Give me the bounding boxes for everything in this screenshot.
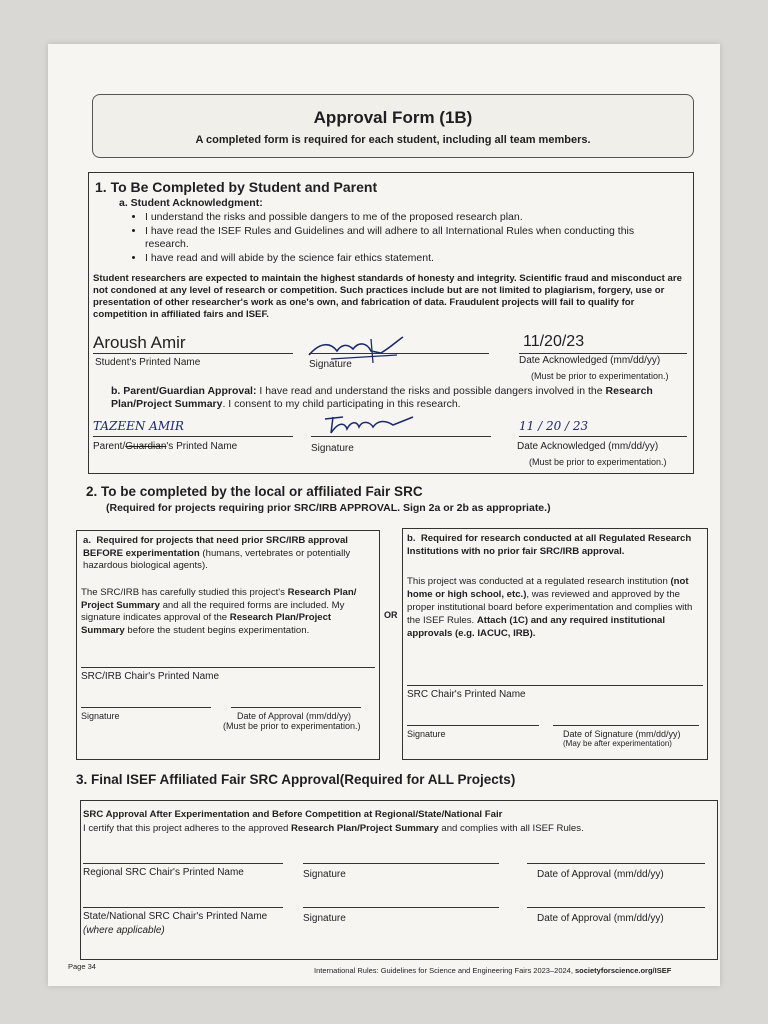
parent-label-suffix: 's Printed Name: [166, 441, 238, 452]
section-2a-heading: [83, 535, 369, 573]
regional-signature-label: Signature: [303, 869, 346, 880]
section-2a-date-note: (Must be prior to experimentation.): [223, 721, 361, 731]
parent-approval-consent: . I consent to my child participating in this research.: [222, 398, 461, 410]
parent-date-note: (Must be prior to experimentation.): [529, 457, 667, 467]
student-date-label: Date Acknowledged (mm/dd/yy): [519, 355, 661, 366]
parent-signature-label: Signature: [311, 443, 354, 454]
state-date-label: Date of Approval (mm/dd/yy): [537, 913, 664, 924]
parent-signature: [321, 413, 421, 437]
form-page: [48, 44, 720, 986]
student-signature-label: Signature: [309, 359, 352, 370]
section-2b-signature-label: Signature: [407, 729, 446, 739]
section-2b-date-note: (May be after experimentation): [563, 739, 672, 748]
student-ack-list: [89, 211, 689, 266]
section-2a-body-2: and all the required forms are included. My signature indicates approval of the: [81, 599, 345, 623]
section-2b-body-bold-2: Attach (1C) and any required institutional approvals (e.g. IACUC, IRB).: [407, 615, 666, 639]
parent-approval-body: I have read and understand the risks and possible dangers involved in the: [256, 385, 603, 397]
section-2a-body-1: The SRC/IRB has carefully studied this project's: [81, 587, 288, 598]
section-2a-body: [81, 587, 373, 637]
section-3-box: [80, 800, 718, 960]
student-ack-heading: a. Student Acknowledgment:: [119, 197, 263, 209]
section-2a-before: BEFORE experimentation: [83, 547, 200, 559]
footer-text: [314, 966, 671, 975]
parent-date-value: 11 / 20 / 23: [519, 419, 589, 433]
parent-name-value: TAZEEN AMIR: [93, 419, 184, 433]
section-2b-heading: [407, 533, 697, 558]
footer-url: societyforscience.org/ISEF: [575, 966, 672, 975]
form-header: [92, 94, 694, 158]
section-1-box: [88, 172, 694, 474]
form-title: Approval Form (1B): [313, 108, 473, 127]
section-2b-body: [407, 575, 701, 640]
integrity-statement: Student researchers are expected to maintain the highest standards of honesty and integrity. Scientific fraud and misconduct are not condoned at any level of research or competition. Such practices include but are not limited to plagiarism, forgery, use or presentation of other researcher's work as one's own, and fabrication of data. Fraudulent projects will fail to qualify for competition in affiliated fairs and ISEF.: [93, 273, 682, 320]
parent-approval-plan: Research Plan/Project Summary: [111, 385, 653, 410]
state-chair-note: (where applicable): [83, 925, 165, 936]
ack-item: • I have read the ISEF Rules and Guidelines and will adhere to all International Rules when conducting this research.: [145, 225, 655, 251]
section-3-title: 3. Final ISEF Affiliated Fair SRC Approval(Required for ALL Projects): [76, 772, 516, 787]
section-2a-heading-rest: (humans, vertebrates or potentially hazardous biological agents).: [83, 547, 351, 571]
src-chair-label: SRC Chair's Printed Name: [407, 689, 526, 700]
student-date-value: 11/20/23: [523, 333, 585, 350]
parent-approval-text: [111, 385, 683, 411]
section-3-body-2: and complies with all ISEF Rules.: [438, 823, 584, 834]
parent-approval-heading: b. Parent/Guardian Approval:: [111, 385, 257, 397]
section-1-title: 1. To Be Completed by Student and Parent: [95, 179, 378, 195]
regional-date-label: Date of Approval (mm/dd/yy): [537, 869, 664, 880]
student-name-value: Aroush Amir: [93, 333, 186, 352]
section-2b-body-2: , was reviewed and approved by the proper institutional board before experimentation and complies with the ISEF Rules.: [407, 589, 693, 626]
section-2b-heading-text: Required for research conducted at all Regulated Research Institutions with no prior fair SRC/IRB approval.: [407, 533, 692, 557]
section-2-title: 2. To be completed by the local or affiliated Fair SRC: [86, 484, 423, 499]
section-3-body-1: I certify that this project adheres to the approved: [83, 823, 291, 834]
ack-item: • I understand the risks and possible dangers to me of the proposed research plan.: [145, 211, 689, 224]
or-label: OR: [384, 610, 398, 620]
footer-citation: International Rules: Guidelines for Science and Engineering Fairs 2023–2024,: [314, 966, 575, 975]
section-2b-body-1: This project was conducted at a regulated research institution: [407, 576, 671, 587]
section-2a-letter: a.: [83, 535, 92, 546]
section-2b-body-bold-1: (not home or high school, etc.): [407, 576, 689, 600]
regional-chair-label: Regional SRC Chair's Printed Name: [83, 867, 244, 878]
state-signature-label: Signature: [303, 913, 346, 924]
section-2a-body-3: before the student begins experimentation.: [124, 624, 310, 636]
page-number: Page 34: [68, 962, 96, 971]
section-2a-box: [76, 530, 380, 760]
section-3-body: [83, 823, 584, 834]
section-2a-signature-label: Signature: [81, 711, 120, 721]
form-subtitle: A completed form is required for each student, including all team members.: [195, 134, 591, 146]
section-2a-body-bold-1: Research Plan/ Project Summary: [81, 587, 357, 611]
section-2b-date-label: Date of Signature (mm/dd/yy): [563, 729, 681, 739]
state-chair-label: State/National SRC Chair's Printed Name: [83, 911, 268, 922]
section-2a-date-label: Date of Approval (mm/dd/yy): [237, 711, 352, 721]
student-name-label: Student's Printed Name: [95, 357, 201, 368]
section-3-body-bold: Research Plan/Project Summary: [290, 823, 439, 834]
section-3-heading: SRC Approval After Experimentation and Before Competition at Regional/State/National Fair: [83, 809, 503, 820]
student-date-note: (Must be prior to experimentation.): [531, 371, 669, 381]
ack-item: • I have read and will abide by the science fair ethics statement.: [145, 252, 689, 265]
section-2a-heading-text: Required for projects that need prior SRC/IRB approval: [96, 535, 348, 546]
parent-name-label: [93, 441, 237, 452]
parent-date-label: Date Acknowledged (mm/dd/yy): [517, 441, 659, 452]
section-2b-letter: b.: [407, 533, 416, 544]
section-2a-body-bold-2: Research Plan/Project Summary: [81, 612, 332, 636]
parent-label-parent: Parent/: [93, 441, 126, 452]
section-2-subtitle: (Required for projects requiring prior SRC/IRB APPROVAL. Sign 2a or 2b as appropriate.): [106, 502, 551, 514]
src-irb-chair-label: SRC/IRB Chair's Printed Name: [81, 671, 220, 682]
parent-label-guardian-struck: Guardian: [125, 441, 167, 452]
section-2b-box: [402, 528, 708, 760]
